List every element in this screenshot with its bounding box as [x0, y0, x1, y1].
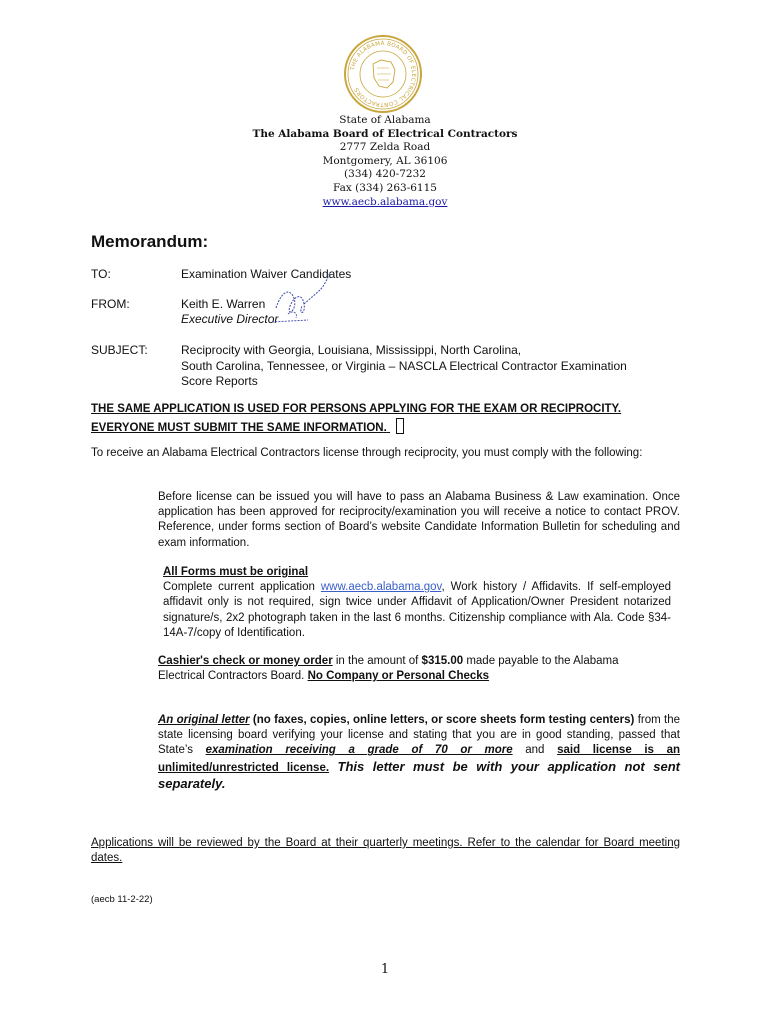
license-requirement: said license is an unlimited/unrestricted license.: [158, 744, 680, 774]
payment-paragraph: Cashier's check or money order in the amount of $315.00 made payable to the Alabama Electrical Contractors Board. No Company or Personal Checks: [158, 655, 619, 683]
subject-line-3: Score Reports: [181, 374, 258, 388]
to-value: Examination Waiver Candidates: [181, 267, 352, 281]
from-title: Executive Director: [181, 312, 279, 326]
review-note: Applications will be reviewed by the Board at their quarterly meetings. Refer to the calendar for Board meeting dates.: [91, 837, 680, 865]
subject-value: [181, 343, 681, 390]
grade-requirement: examination receiving a grade of 70 or more: [205, 744, 513, 757]
payment-amount: $315.00: [421, 655, 464, 667]
svg-text:THE ALABAMA BOARD OF ELECTRICA: THE ALABAMA BOARD OF ELECTRICAL CONTRACTORS: [350, 40, 417, 108]
payment-warning: No Company or Personal Checks: [307, 670, 490, 683]
state-name: State of Alabama: [339, 114, 431, 126]
board-seal: [343, 34, 423, 114]
notice-line-1: THE SAME APPLICATION IS USED FOR PERSONS APPLYING FOR THE EXAM OR RECIPROCITY.: [91, 403, 622, 415]
application-link[interactable]: www.aecb.alabama.gov: [320, 581, 442, 594]
payment-title: Cashier's check or money order: [158, 655, 333, 667]
to-label: TO:: [91, 267, 111, 281]
forms-title: All Forms must be original: [163, 566, 309, 578]
notice-line-2: EVERYONE MUST SUBMIT THE SAME INFORMATION.: [91, 418, 621, 437]
letterhead: [0, 114, 770, 209]
from-label: FROM:: [91, 297, 130, 311]
signature: [268, 270, 338, 332]
city-address: Montgomery, AL 36106: [322, 154, 448, 167]
from-name: Keith E. Warren: [181, 297, 266, 311]
revision-code: (aecb 11-2-22): [91, 894, 153, 905]
subject-line-2: South Carolina, Tennessee, or Virginia – NASCLA Electrical Contractor Examination: [181, 358, 627, 373]
license-paragraph: Before license can be issued you will have to pass an Alabama Business & Law examination. Once application has been approved for reciprocity/examination you will receive a notice to contact PROV. Reference, under forms section of Board’s website Candidate Information Bulletin for scheduling and exam information.: [158, 491, 680, 549]
notice: [91, 402, 621, 436]
letter-title: An original letter: [158, 714, 250, 726]
subject-label: SUBJECT:: [91, 343, 148, 357]
letter-instruction: This letter must be with your application not sent separately.: [158, 758, 680, 791]
fax-number: Fax (334) 263-6115: [333, 181, 437, 194]
board-name: The Alabama Board of Electrical Contractors: [252, 127, 518, 140]
phone-number: (334) 420-7232: [344, 168, 426, 181]
page-number: 1: [380, 962, 390, 977]
letter-paragraph: An original letter (no faxes, copies, online letters, or score sheets form testing centers) from the state licensing board verifying your license and stating that you are in good standing, passed that State’s examination receiving a grade of 70 or more and said license is an unlimited/unrestricted license. This letter must be with your application not sent separately.: [158, 714, 680, 791]
website-link[interactable]: www.aecb.alabama.gov: [322, 195, 448, 208]
intro-paragraph: To receive an Alabama Electrical Contractors license through reciprocity, you must comply with the following:: [91, 447, 643, 459]
forms-paragraph: All Forms must be original Complete current application www.aecb.alabama.gov, Work history / Affidavits. If self-employed affidavit only is not required, sign twice under Affidavit of Application/Owner President notarized signature/s, 2x2 photograph taken in the last 6 months. Citizenship compliance with Ala. Code §34-14A-7/copy of Identification.: [163, 566, 671, 639]
memo-heading: Memorandum:: [91, 232, 209, 251]
checkbox-icon: [396, 418, 404, 434]
subject-line-1: Reciprocity with Georgia, Louisiana, Mississippi, North Carolina,: [181, 343, 522, 357]
street-address: 2777 Zelda Road: [339, 141, 431, 154]
